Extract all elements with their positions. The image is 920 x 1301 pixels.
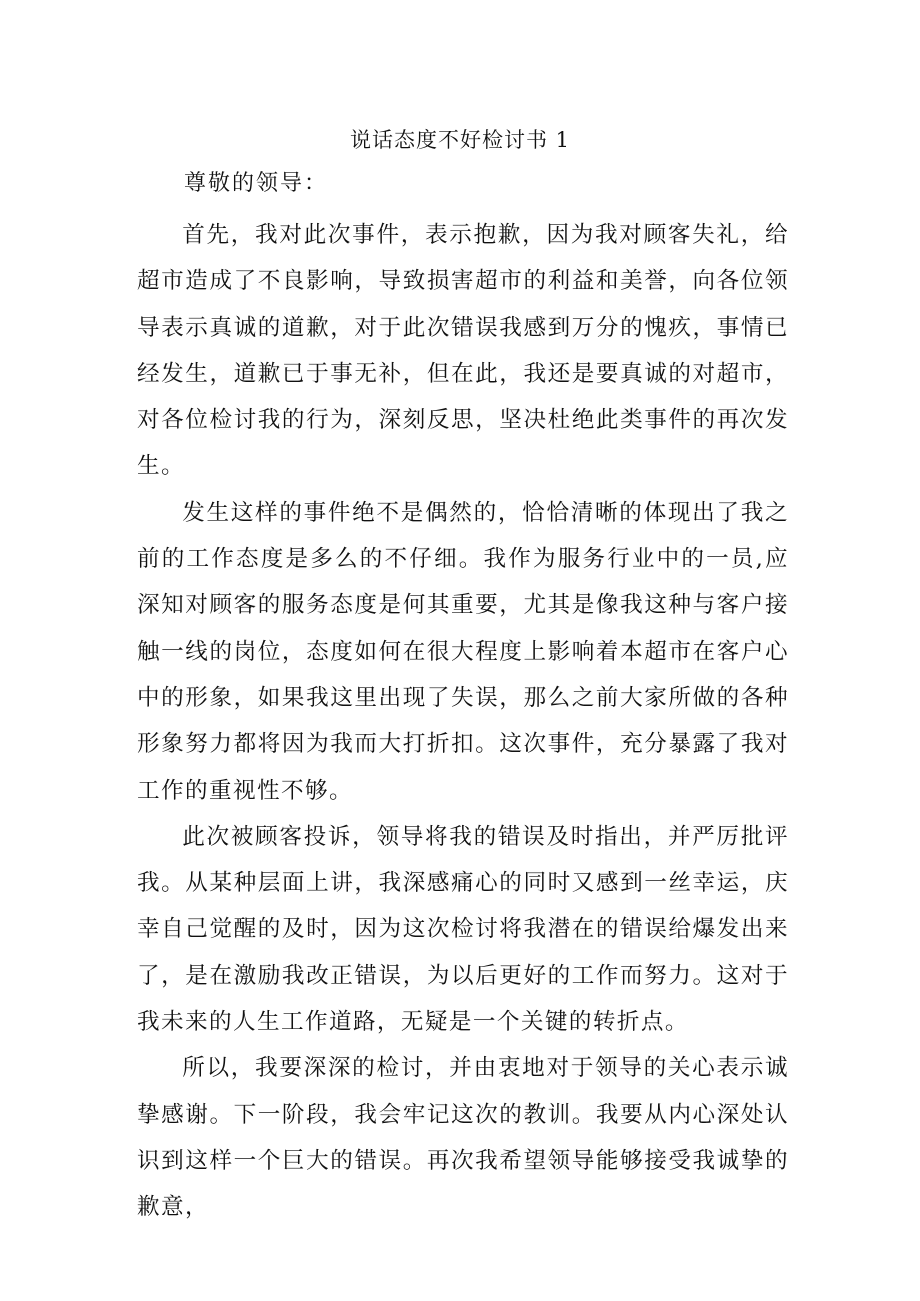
paragraph-apology: 首先，我对此次事件，表示抱歉，因为我对顾客失礼，给超市造成了不良影响，导致损害超市的利益和美誉，向各位领导表示真诚的道歉，对于此次错误我感到万分的愧疚，事情已经发生，道歉已于事无补，但在此，我还是要真诚的对超市，对各位检讨我的行为，深刻反思，坚决杜绝此类事件的再次发生。 bbox=[137, 222, 789, 480]
paragraph-criticism: 此次被顾客投诉，领导将我的错误及时指出，并严厉批评我。从某种层面上讲，我深感痛心的同时又感到一丝幸运，庆幸自己觉醒的及时，因为这次检讨将我潜在的错误给爆发出来了，是在激励我改正错误，为以后更好的工作而努力。这对于我未来的人生工作道路，无疑是一个关键的转折点。 bbox=[137, 823, 789, 1036]
document-body bbox=[137, 212, 789, 1231]
salutation: 尊敬的领导： bbox=[184, 171, 329, 196]
paragraph-reflection: 发生这样的事件绝不是偶然的，恰恰清晰的体现出了我之前的工作态度是多么的不仔细。我作为服务行业中的一员,应深知对顾客的服务态度是何其重要，尤其是像我这种与客户接触一线的岗位，态度如何在很大程度上影响着本超市在客户心中的形象，如果我这里出现了失误，那么之前大家所做的各种形象努力都将因为我而大打折扣。这次事件，充分暴露了我对工作的重视性不够。 bbox=[137, 499, 789, 804]
paragraph-commitment: 所以，我要深深的检讨，并由衷地对于领导的关心表示诚挚感谢。下一阶段，我会牢记这次的教训。我要从内心深处认识到这样一个巨大的错误。再次我希望领导能够接受我诚挚的歉意， bbox=[137, 1055, 789, 1221]
document-title: 说话态度不好检讨书 1 bbox=[349, 128, 571, 152]
